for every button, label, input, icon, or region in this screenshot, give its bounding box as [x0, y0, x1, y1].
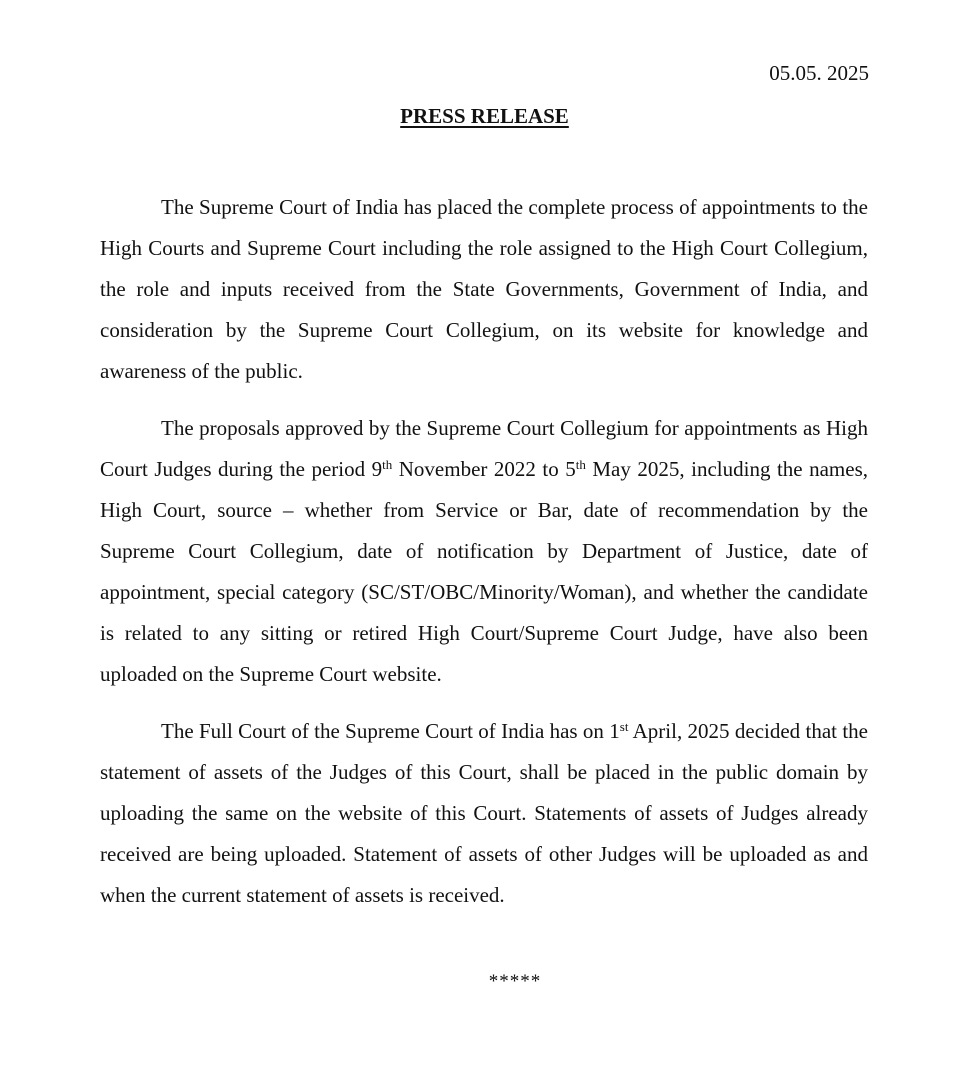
- document-title-text: PRESS RELEASE: [400, 104, 569, 128]
- paragraph-2-text-b: November 2022 to 5: [392, 457, 576, 481]
- paragraph-3-text-a: The Full Court of the Supreme Court of India has on 1: [161, 719, 620, 743]
- paragraph-process-of-appointments: [100, 187, 868, 392]
- paragraph-statement-of-assets: [100, 711, 868, 916]
- end-marker: *****: [488, 971, 542, 992]
- paragraph-2-text-a: The proposals approved by the Supreme Court Collegium for appointments as High Court Judges during the period 9: [100, 416, 868, 481]
- release-date: 05.05. 2025: [769, 61, 869, 85]
- ordinal-suffix: th: [382, 456, 393, 472]
- paragraph-1-text: The Supreme Court of India has placed the complete process of appointments to the High Courts and Supreme Court including the role assigned to the High Court Collegium, the role and inputs received from the State Governments, Government of India, and consideration by the Supreme Court Collegium, on its website for knowledge and awareness of the public.: [100, 195, 868, 383]
- paragraph-2-text-c: May 2025, including the names, High Court, source – whether from Service or Bar, date of recommendation by the Supreme Court Collegium, date of notification by Department of Justice, date of appointment, special category (SC/ST/OBC/Minority/Woman), and whether the candidate is related to any sitting or retired High Court/Supreme Court Judge, have also been uploaded on the Supreme Court website.: [100, 457, 868, 686]
- paragraph-approved-proposals: [100, 408, 868, 695]
- ordinal-suffix: st: [619, 718, 629, 734]
- ordinal-suffix: th: [575, 456, 586, 472]
- document-title: [0, 103, 959, 129]
- document-body: [100, 187, 868, 932]
- paragraph-3-text-b: April, 2025 decided that the statement of assets of the Judges of this Court, shall be placed in the public domain by uploading the same on the website of this Court. Statements of assets of Judges already received are being uploaded. Statement of assets of other Judges will be uploaded as and when the current statement of assets is received.: [100, 719, 868, 907]
